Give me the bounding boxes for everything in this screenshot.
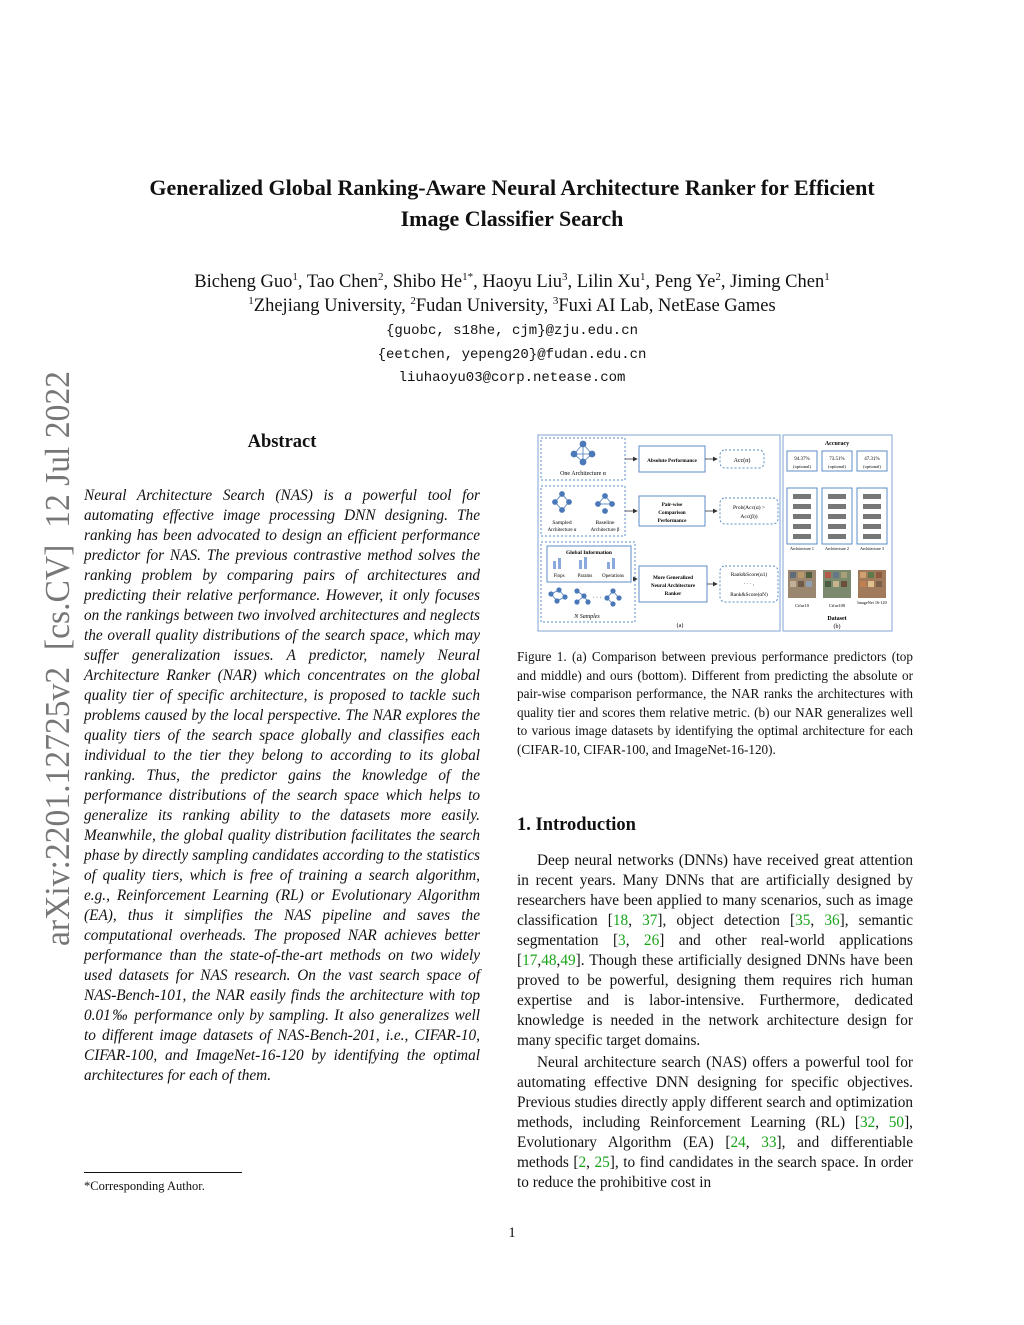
acc-output-label: Acc(α) <box>733 458 751 464</box>
nar-label-3: Ranker <box>664 591 682 597</box>
author-list: Bicheng Guo$^1$, Tao Chen$^2$, Shibo $He^{1*}$, Haoyu Liu$^3$, Lilin Xu$^1$, Peng Ye$^2$, Jiming Chen$^1$ <box>194 270 830 292</box>
title-line-1: Generalized Global Ranking-Aware Neural Architecture Ranker for Efficient <box>149 175 875 200</box>
intro-text <box>517 851 913 1193</box>
prob-output-label-2: Acc(β)) <box>740 514 758 520</box>
architecture-stack <box>822 488 852 544</box>
pairwise-label-3: Performance <box>657 518 687 524</box>
accuracy-value: 47.31% <box>864 457 880 462</box>
text-run: ]. Though these artificially designed DNNs have been proved to be powerful, designing them requires rich human expertise and is labor-intensive. Furthermore, dedicated knowledge is needed in the network architecture design for many specific target domains. <box>517 952 913 1049</box>
email-line: {eetchen, yepeng20}@fudan.edu.cn <box>377 346 647 363</box>
affiliation-number: 1 <box>248 294 254 307</box>
architecture-stack <box>787 488 817 544</box>
citation-link[interactable]: 32 <box>859 1114 876 1131</box>
author-affiliation: 3 <box>562 270 568 283</box>
rank-output-label-2: · · · , <box>743 581 755 587</box>
text-run: Neural architecture search (NAS) offers a powerful tool for automating effective DNN designing for specific objectives. Previous studies directly apply different search and optimization methods, including Reinforcement Learning (RL) [ <box>517 1054 913 1131</box>
citation-link[interactable]: 24 <box>730 1134 746 1151</box>
citation-link[interactable]: 25 <box>594 1154 610 1171</box>
dataset-name: Cifar100 <box>828 603 846 608</box>
optional-label: (optional) <box>793 464 811 469</box>
citation-link[interactable]: 48 <box>541 952 557 969</box>
samples-ellipsis: · · · <box>592 595 602 601</box>
text-run: ], Evolutionary Algorithm (EA) [ <box>517 1114 913 1151</box>
dataset-name: Cifar10 <box>794 603 810 608</box>
network-graph-icon <box>596 494 615 514</box>
abstract-heading: Abstract <box>247 432 317 452</box>
baseline-arch-label: Architecture β <box>590 528 620 533</box>
author-affiliation: 1 <box>824 270 830 283</box>
footnote-divider <box>84 1172 242 1173</box>
author-affiliation: 1 <box>639 270 646 283</box>
affiliation-list <box>60 294 964 318</box>
paper-title <box>60 172 964 234</box>
pairwise-label-1: Pair-wise <box>661 502 683 508</box>
sampled-arch-label: Architecture α <box>547 528 577 533</box>
affiliation: Fuxi AI Lab, NetEase Games <box>558 296 776 316</box>
prob-output-label-1: Prob(Acc(α) > <box>732 505 766 511</box>
citation-link[interactable]: 3 <box>618 932 626 949</box>
panel-b-label: (b) <box>833 624 841 630</box>
dataset-label: Dataset <box>827 616 847 622</box>
rank-output-label-3: Rank&Score(αN) <box>730 592 768 598</box>
architecture-label: Architecture 1 <box>789 546 815 551</box>
params-label: Params <box>577 574 593 579</box>
intro-heading: 1. Introduction <box>517 815 636 835</box>
accuracy-label: Accuracy <box>824 441 850 447</box>
citation-link[interactable]: 17 <box>522 952 538 969</box>
panel-a-label: (a) <box>676 623 684 629</box>
text-run: , <box>628 912 643 929</box>
network-graph-icon <box>549 588 621 606</box>
affiliation-number: 2 <box>410 294 416 307</box>
one-arch-label: One Architecture α <box>560 471 606 477</box>
author: Tao Chen <box>306 272 378 292</box>
page-number: 1 <box>508 1225 516 1241</box>
affiliation: Fudan University, <box>415 296 553 316</box>
text-run: ] and other real-world applications [ <box>517 932 913 969</box>
operations-label: Operations <box>602 574 624 579</box>
nar-label-1: More Generalized <box>652 575 694 581</box>
citation-link[interactable]: 2 <box>578 1154 587 1171</box>
intro-paragraph-1 <box>517 851 913 1051</box>
text-run: , <box>537 952 542 969</box>
text-run: ], to find candidates in the search space. In order to reduce the prohibitive cost in <box>517 1154 913 1191</box>
arxiv-id: arXiv:2201.12725v2 [cs.CV] 12 Jul 2022 <box>38 366 76 946</box>
author: Jiming Chen <box>730 272 825 292</box>
architecture-stack <box>857 488 887 544</box>
rank-output-label-1: Rank&Score(α1) <box>730 572 768 578</box>
text-run: , <box>556 952 561 969</box>
dataset-thumbnails <box>788 570 886 598</box>
flops-label: Flops <box>553 574 565 579</box>
email-block <box>60 320 964 391</box>
text-run: Deep neural networks (DNNs) have received great attention in recent years. Many DNNs that are artificially designed by researchers have been applied to many scenarios, such as image classification [ <box>517 852 913 929</box>
affiliation: Zhejiang University, <box>253 296 411 316</box>
text-run: ], object detection [ <box>657 912 796 929</box>
figure-1 <box>537 434 893 634</box>
accuracy-value: 73.51% <box>829 457 845 462</box>
citation-link[interactable]: 36 <box>824 912 840 929</box>
text-run: ], semantic segmentation [ <box>517 912 913 949</box>
abstract-text: Neural Architecture Search (NAS) is a powerful tool for automating effective image processing DNN designing. The ranking has been advocated to design an efficient performance predictor for NAS. The previous contrastive method solves the ranking problem by comparing pairs of architectures and predicting their relative performance. However, it only focuses on the rankings between two involved architectures and neglects the overall quality distributions of the search space, which may suffer generalization issues. A predictor, namely Neural Architecture Ranker (NAR) which concentrates on the global quality tier of specific architecture, is proposed to tackle such problems caused by the local perspective. The NAR explores the quality tiers of the search space globally and classifies each individual to the tier they belong to according to its global ranking. Thus, the predictor gains the knowledge of the performance distributions of the search space which helps to generalize its ranking ability to the datasets more easily. Meanwhile, the global quality distribution facilitates the search phase by directly sampling candidates according to the statistics of quality tiers, which is free of training a search algorithm, e.g., Reinforcement Learning (RL) or Evolutionary Algorithm (EA), thus it simplifies the NAS pipeline and saves the computational overheads. The proposed NAR achieves better performance than the state-of-the-art methods on two widely used datasets for NAS research. On the vast search space of NAS-Bench-101, the NAR easily finds the architecture with top 0.01‰ performance only by sampling. It also generalizes well to different image datasets of NAS-Bench-201, i.e., CIFAR-10, CIFAR-100, and ImageNet-16-120 by identifying the optimal architectures for each of them. <box>84 487 480 1084</box>
author-affiliation: 1* <box>462 270 474 283</box>
text-run: , <box>810 912 825 929</box>
accuracy-value: 94.37% <box>794 457 810 462</box>
email-line: liuhaoyu03@corp.netease.com <box>398 370 626 386</box>
author: Shibo He <box>392 272 463 292</box>
author-affiliation: 1 <box>292 270 298 283</box>
citation-link[interactable]: 49 <box>560 952 576 969</box>
author-affiliation: 2 <box>378 270 384 283</box>
text-run: , <box>586 1154 595 1171</box>
text-run: , <box>745 1134 762 1151</box>
figure-caption: Figure 1. (a) Comparison between previous performance predictors (top and middle) and ours (bottom). Different from predicting the absolute or pair-wise comparison performance, the NAR ranks the architectures with quality tier and scores them relative metric. (b) our NAR generalizes well to various image datasets by identifying the optimal architecture for each (CIFAR-10, CIFAR-100, and ImageNet-16-120). <box>517 649 913 757</box>
intro-paragraph-2 <box>517 1053 913 1193</box>
absolute-performance-label: Absolute Performance <box>647 458 697 464</box>
title-line-2: Image Classifier Search <box>400 206 624 231</box>
citation-link[interactable]: 26 <box>643 932 660 949</box>
email-line: {guobc, s18he, cjm}@zju.edu.cn <box>385 323 639 339</box>
dataset-name: ImageNet 16-120 <box>857 600 887 605</box>
author: Lilin Xu <box>576 272 640 292</box>
text-run: , <box>625 932 644 949</box>
network-graph-icon <box>553 492 572 513</box>
author: Bicheng Guo <box>194 272 293 292</box>
citation-link[interactable]: 33 <box>761 1134 777 1151</box>
nar-label-2: Neural Architecture <box>650 583 696 589</box>
author-block <box>60 270 964 318</box>
arxiv-stamp <box>38 366 76 946</box>
baseline-label: Baseline <box>595 520 615 526</box>
architecture-label: Architecture 2 <box>824 546 850 551</box>
chart-icon <box>553 557 615 569</box>
network-graph-icon <box>571 441 595 465</box>
citation-link[interactable]: 37 <box>642 912 658 929</box>
citation-link[interactable]: 35 <box>795 912 811 929</box>
text-run: , <box>875 1114 889 1131</box>
sampled-label: Sampled <box>552 520 572 526</box>
footnote: *Corresponding Author. <box>84 1179 205 1193</box>
citation-link[interactable]: 18 <box>612 912 629 929</box>
architecture-label: Architecture 3 <box>859 546 885 551</box>
author-affiliation: 2 <box>715 270 721 283</box>
global-info-label: Global Information <box>566 550 612 556</box>
text-run: ], and differentiable methods [ <box>517 1134 914 1171</box>
n-samples-label: N Samples <box>574 614 600 620</box>
optional-label: (optional) <box>828 464 846 469</box>
author: Haoyu Liu <box>482 272 563 292</box>
prob-output-box <box>720 498 778 524</box>
author: Peng Ye <box>654 272 716 292</box>
pairwise-label-2: Comparison <box>658 510 686 516</box>
optional-label: (optional) <box>863 464 881 469</box>
affiliation-number: 3 <box>552 294 559 307</box>
citation-link[interactable]: 50 <box>888 1114 905 1131</box>
